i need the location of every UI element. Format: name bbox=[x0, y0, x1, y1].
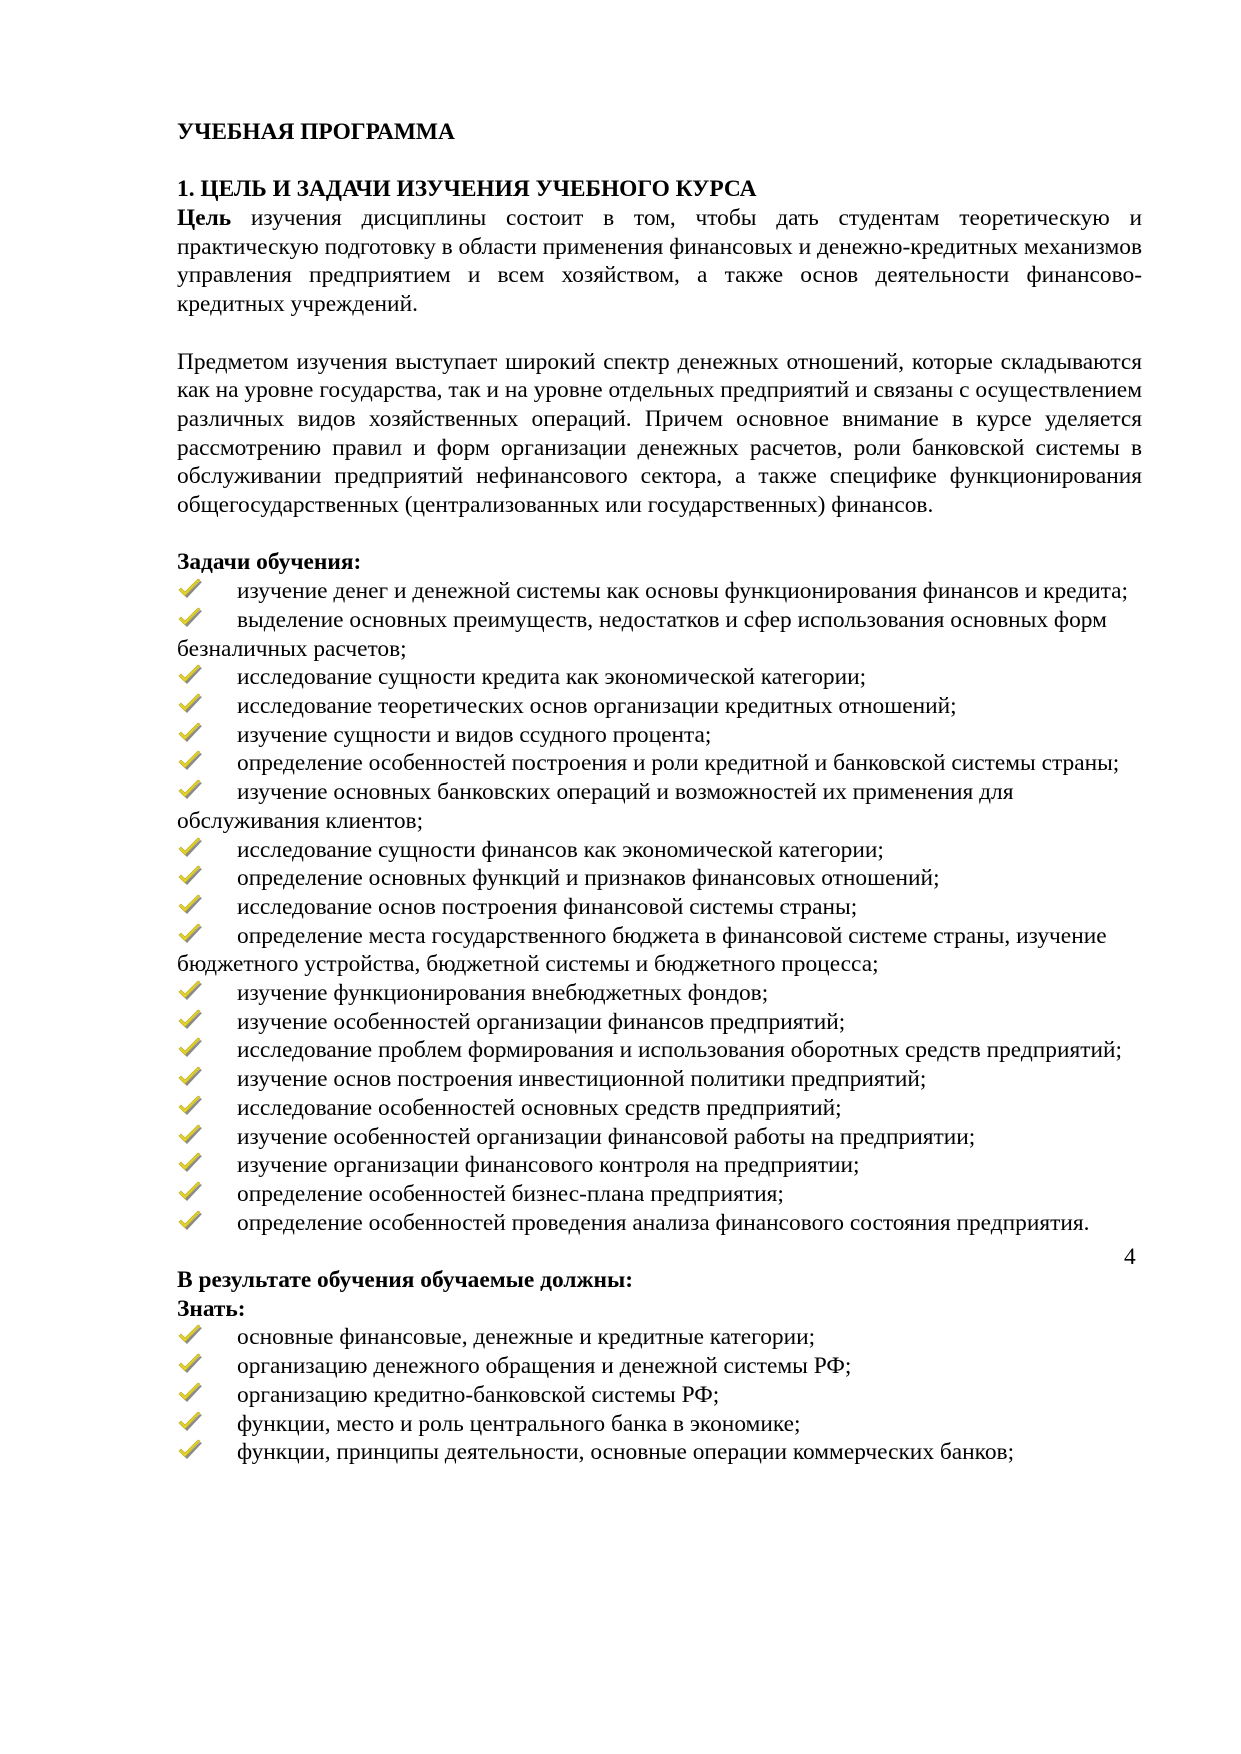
list-item bbox=[177, 577, 1142, 606]
list-item bbox=[177, 836, 1142, 865]
spacer bbox=[177, 1237, 1142, 1266]
document-page bbox=[177, 118, 1142, 1467]
checkmark-icon bbox=[177, 1152, 203, 1174]
checkmark-icon bbox=[177, 1382, 203, 1404]
list-item bbox=[177, 1180, 1142, 1209]
checkmark-icon bbox=[177, 779, 203, 801]
section-heading: 1. ЦЕЛЬ И ЗАДАЧИ ИЗУЧЕНИЯ УЧЕБНОГО КУРСА bbox=[177, 176, 757, 203]
results-heading: В результате обучения обучаемые должны: bbox=[177, 1267, 633, 1294]
list-item bbox=[177, 1123, 1142, 1152]
know-text: функции, принципы деятельности, основные операции коммерческих банков; bbox=[237, 1439, 1015, 1466]
task-text: изучение организации финансового контроля на предприятии; bbox=[237, 1152, 860, 1179]
task-text: определение особенностей бизнес-плана предприятия; bbox=[237, 1180, 784, 1207]
list-item bbox=[177, 1036, 1142, 1065]
list-item bbox=[177, 1008, 1142, 1037]
checkmark-icon bbox=[177, 1181, 203, 1203]
list-item bbox=[177, 721, 1142, 750]
list-item bbox=[177, 606, 1142, 663]
know-text: функции, место и роль центрального банка в экономике; bbox=[237, 1410, 801, 1437]
checkmark-icon bbox=[177, 1210, 203, 1232]
checkmark-icon bbox=[177, 980, 203, 1002]
task-text: исследование основ построения финансовой системы страны; bbox=[237, 893, 858, 920]
checkmark-icon bbox=[177, 1324, 203, 1346]
checkmark-icon bbox=[177, 1009, 203, 1031]
checkmark-icon bbox=[177, 923, 203, 945]
subject-paragraph: Предметом изучения выступает широкий спектр денежных отношений, которые складываются как на уровне государства, так и на уровне отдельных предприятий и связаны с осуществлением различных видов хозяйственных операций. Причем основное внимание в курсе уделяется рассмотрению правил и форм организации денежных расчетов, роли банковской системы в обслуживании предприятий нефинансового сектора, а также специфике функционирования общегосударственных (централизованных или государственных) финансов. bbox=[177, 348, 1142, 519]
list-item bbox=[177, 1151, 1142, 1180]
checkmark-icon bbox=[177, 1124, 203, 1146]
task-text: исследование проблем формирования и использования оборотных средств предприятий; bbox=[237, 1037, 1123, 1064]
list-item bbox=[177, 1438, 1142, 1467]
list-item bbox=[177, 922, 1142, 979]
task-text: исследование особенностей основных средств предприятий; bbox=[237, 1094, 842, 1121]
task-text: определение особенностей построения и роли кредитной и банковской системы страны; bbox=[237, 750, 1120, 777]
page-number: 4 bbox=[1124, 1244, 1136, 1270]
task-text: изучение функционирования внебюджетных фондов; bbox=[237, 980, 769, 1007]
checkmark-icon bbox=[177, 1095, 203, 1117]
checkmark-icon bbox=[177, 837, 203, 859]
tasks-list bbox=[177, 577, 1142, 1237]
list-item bbox=[177, 749, 1142, 778]
checkmark-icon bbox=[177, 1066, 203, 1088]
document-title: УЧЕБНАЯ ПРОГРАММА bbox=[177, 119, 455, 145]
checkmark-icon bbox=[177, 1411, 203, 1433]
task-text: изучение сущности и видов ссудного процента; bbox=[237, 721, 712, 748]
checkmark-icon bbox=[177, 664, 203, 686]
list-item bbox=[177, 893, 1142, 922]
checkmark-icon bbox=[177, 722, 203, 744]
list-item bbox=[177, 979, 1142, 1008]
goal-lead: Цель bbox=[177, 205, 232, 232]
checkmark-icon bbox=[177, 693, 203, 715]
list-item bbox=[177, 778, 1142, 835]
list-item bbox=[177, 1323, 1142, 1352]
know-heading: Знать: bbox=[177, 1295, 246, 1322]
task-text: определение особенностей проведения анализа финансового состояния предприятия. bbox=[237, 1209, 1090, 1236]
checkmark-icon bbox=[177, 607, 203, 629]
task-text: изучение основных банковских операций и возможностей их применения для обслуживания клиентов; bbox=[177, 779, 1014, 834]
task-text: изучение особенностей организации финансов предприятий; bbox=[237, 1008, 846, 1035]
list-item bbox=[177, 1065, 1142, 1094]
know-text: основные финансовые, денежные и кредитные категории; bbox=[237, 1324, 816, 1351]
task-text: исследование сущности кредита как экономической категории; bbox=[237, 664, 867, 691]
task-text: исследование теоретических основ организации кредитных отношений; bbox=[237, 693, 957, 719]
list-item bbox=[177, 692, 1142, 721]
checkmark-icon bbox=[177, 894, 203, 916]
spacer bbox=[177, 520, 1142, 549]
know-text: организацию денежного обращения и денежной системы РФ; bbox=[237, 1353, 852, 1380]
know-list bbox=[177, 1323, 1142, 1467]
list-item bbox=[177, 1381, 1142, 1410]
task-text: изучение денег и денежной системы как основы функционирования финансов и кредита; bbox=[237, 578, 1129, 605]
spacer bbox=[177, 147, 1142, 176]
spacer bbox=[177, 319, 1142, 348]
checkmark-icon bbox=[177, 1037, 203, 1059]
task-text: исследование сущности финансов как экономической категории; bbox=[237, 836, 884, 863]
list-item bbox=[177, 864, 1142, 893]
list-item bbox=[177, 1209, 1142, 1238]
list-item bbox=[177, 1410, 1142, 1439]
goal-paragraph bbox=[177, 204, 1142, 319]
goal-text: изучения дисциплины состоит в том, чтобы дать студентам теоретическую и практическую подготовку в области применения финансовых и денежно-кредитных механизмов управления предприятием и всем хозяйством, а также основ деятельности финансово-кредитных учреждений. bbox=[177, 205, 1142, 318]
task-text: изучение основ построения инвестиционной политики предприятий; bbox=[237, 1066, 927, 1093]
checkmark-icon bbox=[177, 578, 203, 600]
list-item bbox=[177, 663, 1142, 692]
checkmark-icon bbox=[177, 750, 203, 772]
task-text: выделение основных преимуществ, недостатков и сфер использования основных форм безналичных расчетов; bbox=[177, 606, 1107, 662]
checkmark-icon bbox=[177, 1353, 203, 1375]
checkmark-icon bbox=[177, 865, 203, 887]
know-text: организацию кредитно-банковской системы РФ; bbox=[237, 1381, 720, 1408]
list-item bbox=[177, 1094, 1142, 1123]
task-text: определение основных функций и признаков финансовых отношений; bbox=[237, 865, 940, 892]
list-item bbox=[177, 1352, 1142, 1381]
task-text: изучение особенностей организации финансовой работы на предприятии; bbox=[237, 1123, 976, 1150]
tasks-heading: Задачи обучения: bbox=[177, 549, 362, 576]
checkmark-icon bbox=[177, 1439, 203, 1461]
task-text: определение места государственного бюджета в финансовой системе страны, изучение бюджетного устройства, бюджетной системы и бюджетного процесса; bbox=[177, 922, 1107, 978]
